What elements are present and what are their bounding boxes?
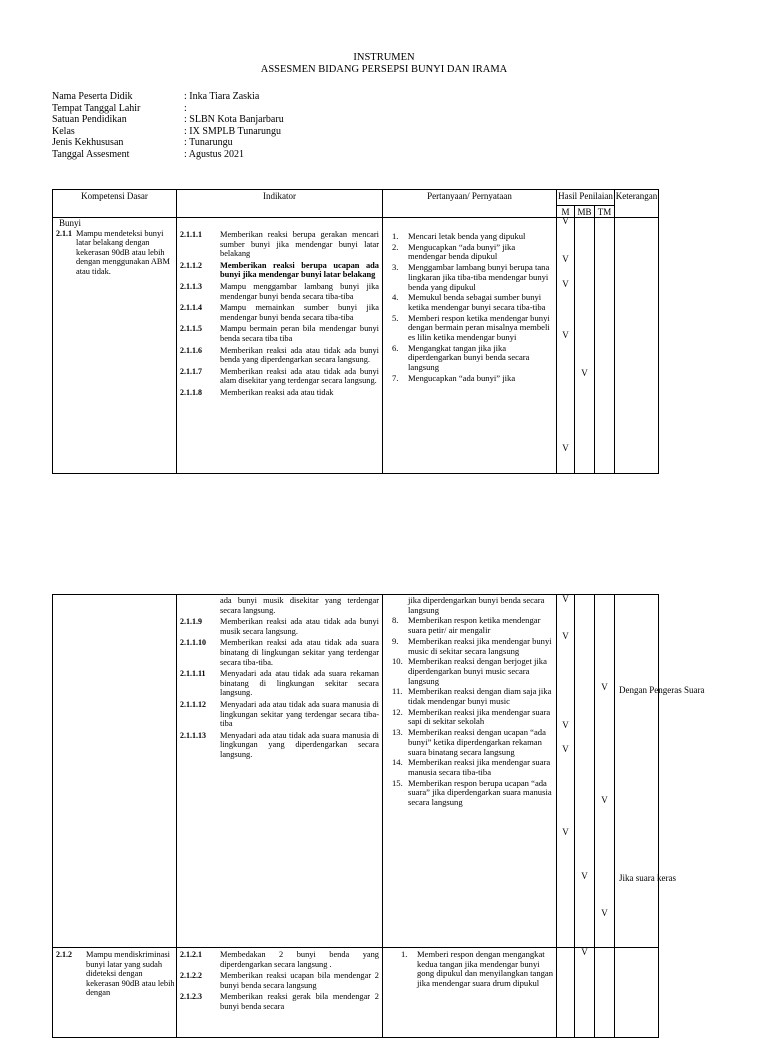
indicator-text: Menyadari ada atau tidak ada suara manusia di lingkungan yang diperdengarkan secara langsung. (220, 730, 379, 759)
kd-cell (53, 218, 177, 474)
question-text: Memberikan reaksi dengan berjoget jika diperdengarkan bunyi music secara langsung (408, 656, 547, 686)
question-item (392, 293, 554, 312)
question-text: Memberikan reaksi jika mendengar suara manusia secara tiba-tiba (408, 757, 551, 777)
tm-cell (595, 595, 615, 948)
question-text: Memberikan respon berupa ucapan “ada suara” jika diperdengarkan suara manusia secara langsung (408, 777, 552, 808)
mb-cell (575, 948, 595, 1038)
indicator-number: 2.1.1.8 (180, 387, 202, 397)
indicator-number: 2.1.1.13 (180, 730, 206, 740)
check-mark: V (562, 594, 569, 604)
check-mark: V (581, 947, 588, 957)
indicator-number: 2.1.1.4 (180, 303, 202, 313)
question-item (392, 708, 554, 727)
indicator-text: Menyadari ada atau tidak ada suara manusia di lingkungan sekitar yang terdengar secara tiba-tiba (220, 699, 379, 729)
check-mark: V (562, 720, 569, 730)
question-number: 1. (392, 231, 399, 241)
kd-text: Mampu mendeteksi bunyi latar belakang dengan kekerasan 90dB atau lebih dengan menggunakan ABM atau tidak. (76, 228, 170, 276)
check-mark: V (581, 368, 588, 378)
indicator-text: Mampu menggambar lambang bunyi jika mendengar bunyi benda secara tiba-tiba (220, 281, 379, 301)
indicator-text: Memberikan reaksi ada atau tidak ada bunyi musik secara langsung. (220, 617, 379, 636)
info-value: : Agustus 2021 (184, 148, 245, 160)
question-item (392, 616, 554, 635)
check-mark: V (562, 330, 569, 340)
check-mark: V (601, 908, 608, 918)
check-mark: V (562, 443, 569, 453)
col-header-pertanyaan: Pertanyaan/ Pernyataan (383, 190, 557, 218)
question-item (392, 758, 554, 777)
info-row (52, 103, 284, 115)
kd-cell (53, 948, 177, 1038)
indicator-item (180, 950, 379, 969)
indicator-number: 2.1.2.1 (180, 950, 202, 959)
indicator-text: Memberikan reaksi ada atau tidak ada suara binatang di lingkungan sekitar yang terdengar secara tiba-tiba. (220, 638, 379, 667)
check-mark: V (562, 744, 569, 754)
question-item (392, 728, 554, 757)
info-row (52, 91, 284, 103)
keterangan-cell (615, 595, 705, 948)
indicator-item (180, 230, 379, 259)
info-row (52, 126, 284, 138)
check-mark: V (581, 871, 588, 881)
m-cell (557, 948, 575, 1038)
question-item (401, 950, 554, 989)
question-number: 4. (392, 292, 399, 303)
question-item (392, 657, 554, 686)
pertanyaan-cell (383, 218, 557, 474)
indicator-item (180, 303, 379, 322)
question-number: 12. (392, 706, 403, 717)
check-mark: V (562, 216, 569, 226)
indicator-item (180, 388, 379, 398)
kd-number: 2.1.1 (56, 228, 72, 238)
indicator-text: Memberikan reaksi ucapan bila mendengar 2 bunyi benda secara langsung (220, 971, 379, 990)
indicator-number: 2.1.2.3 (180, 992, 202, 1002)
info-value: : Tunarungu (184, 137, 233, 148)
indicator-item (180, 282, 379, 301)
pertanyaan-cell (383, 948, 557, 1038)
indicator-text: Mampu memainkan sumber bunyi jika mendengar bunyi benda secara tiba-tiba (220, 303, 379, 322)
question-number: 1. (401, 949, 408, 959)
info-value: : (184, 102, 187, 114)
col-header-m: M (557, 206, 575, 218)
student-info (52, 91, 284, 160)
indicator-item (180, 346, 379, 365)
indicator-number: 2.1.1.9 (180, 617, 202, 627)
indicator-number: 2.1.2.2 (180, 971, 202, 981)
check-mark: V (601, 795, 608, 805)
mb-cell (575, 595, 595, 948)
info-row (52, 149, 284, 161)
question-text: Memberikan reaksi dengan ucapan “ada bunyi” ketika diperdengarkan rekaman suara binatang secara langsung (408, 727, 546, 757)
check-mark: V (601, 682, 608, 692)
question-item (392, 374, 554, 384)
info-value: : SLBN Kota Banjarbaru (184, 114, 284, 125)
indikator-cell (177, 948, 383, 1038)
info-row (52, 114, 284, 126)
indicator-text: Memberikan reaksi gerak bila mendengar 2 bunyi benda secara (220, 992, 379, 1011)
kd-number: 2.1.2 (56, 950, 72, 959)
question-number: 10. (392, 656, 403, 667)
info-label: Tanggal Assesment (52, 148, 130, 160)
indikator-cell (177, 218, 383, 474)
kd-item (53, 229, 176, 277)
check-mark: V (562, 631, 569, 641)
info-label: Kelas (52, 125, 75, 137)
kd-text: Mampu mendiskriminasi bunyi latar yang sudah dideteksi dengan kekerasan 90dB atau lebih dengan (86, 950, 175, 998)
indicator-text: Memberikan reaksi ada atau tidak ada bunyi alam disekitar yang terdengar secara langsung. (220, 366, 379, 386)
indicator-text: Mampu bermain peran bila mendengar bunyi benda secara tiba tiba (220, 324, 379, 343)
question-number: 2. (392, 241, 399, 252)
col-header-kd: Kompetensi Dasar (53, 190, 177, 218)
indicator-number: 2.1.1.1 (180, 230, 202, 239)
question-text: Mencari letak benda yang dipukul (408, 231, 526, 241)
question-item (392, 344, 554, 373)
col-header-mb: MB (575, 206, 595, 218)
tm-cell (595, 948, 615, 1038)
indicator-text: Memberikan reaksi ada atau tidak ada bunyi benda yang diperdengarkan secara langsung. (220, 345, 379, 365)
question-number: 3. (392, 262, 399, 273)
indikator-cell (177, 595, 383, 948)
doc-title-line1: INSTRUMEN (353, 52, 415, 63)
indicator-item (180, 617, 379, 636)
col-header-indikator: Indikator (177, 190, 383, 218)
indicator-text: ada bunyi musik disekitar yang terdengar secara langsung. (220, 596, 379, 615)
question-number: 13. (392, 727, 403, 738)
col-header-tm: TM (595, 206, 615, 218)
question-number: 9. (392, 635, 399, 646)
indicator-number: 2.1.1.12 (180, 699, 206, 709)
note-text: Dengan Pengeras Suara (619, 685, 705, 695)
indicator-item (180, 324, 379, 343)
question-text: Mengucapkan “ada bunyi” jika (408, 372, 516, 383)
info-label: Nama Peserta Didik (52, 91, 133, 102)
keterangan-cell (615, 948, 659, 1038)
indicator-text: Memberikan reaksi ada atau tidak (220, 387, 334, 397)
pertanyaan-cell (383, 595, 557, 948)
question-text: Memberi respon dengan mengangkat kedua tangan jika mendengar bunyi gong dipukul dan menyilangkan tangan jika mendengar suara drum dipukul (417, 949, 554, 989)
check-mark: V (562, 254, 569, 264)
assessment-table-1 (52, 189, 659, 474)
question-text: jika diperdengarkan bunyi benda secara langsung (408, 595, 545, 615)
info-row (52, 137, 284, 149)
question-item (392, 637, 554, 656)
indicator-number: 2.1.1.7 (180, 366, 202, 376)
question-number: 15. (392, 777, 403, 788)
question-number: 6. (392, 342, 399, 353)
question-number: 8. (392, 615, 399, 626)
indicator-item (180, 971, 379, 990)
question-text: Memberikan reaksi dengan diam saja jika tidak mendengar bunyi music (408, 686, 552, 707)
question-item (392, 243, 554, 262)
question-number: 11. (392, 686, 403, 697)
kd-item (53, 950, 176, 998)
question-number: 5. (392, 312, 399, 323)
indicator-number: 2.1.1.10 (180, 638, 206, 648)
question-text: Mengangkat tangan jika jika diperdengarkan bunyi benda secara langsung (408, 342, 530, 373)
indicator-text: Memberikan reaksi berupa gerakan mencari sumber bunyi jika mendengar bunyi latar belakang (220, 230, 379, 259)
indicator-number: 2.1.1.5 (180, 324, 202, 334)
section-label: Bunyi (59, 218, 82, 228)
question-text: Menggambar lambang bunyi berupa tana lingkaran jika tiba-tiba mendengar bunyi benda yang dipukul (408, 262, 550, 292)
indicator-text: Menyadari ada atau tidak ada suara rekaman binatang di lingkungan sekitar secara langsung. (220, 669, 379, 698)
question-number: 14. (392, 757, 403, 768)
m-cell (557, 218, 575, 474)
assessment-table-2 (52, 594, 705, 1038)
indicator-number: 2.1.1.6 (180, 345, 202, 355)
indicator-item (180, 638, 379, 667)
question-item (392, 687, 554, 706)
indicator-text: Membedakan 2 bunyi benda yang diperdengarkan secara langsung . (220, 950, 379, 969)
indicator-item (180, 992, 379, 1011)
indicator-item (180, 700, 379, 729)
indicator-item (180, 367, 379, 386)
question-item (392, 314, 554, 343)
indicator-number: 2.1.1.3 (180, 281, 202, 291)
info-value: : IX SMPLB Tunarungu (184, 125, 281, 137)
info-value: : Inka Tiara Zaskia (184, 91, 260, 102)
indicator-item (180, 596, 379, 615)
question-text: Memberikan reaksi jika mendengar bunyi music di sekitar secara langsung (408, 635, 552, 656)
question-item (392, 779, 554, 808)
indicator-number: 2.1.1.2 (180, 260, 202, 270)
question-item (392, 263, 554, 292)
question-text: Memberikan reaksi jika mendengar suara sapi di sekitar sekolah (408, 706, 551, 727)
indicator-item (180, 731, 379, 760)
col-header-hasil: Hasil Penilaian (557, 190, 615, 206)
question-text: Memberi respon ketika mendengar bunyi dengan bermain peran misalnya membeli es lilin ketika mendengar bunyi (408, 312, 550, 343)
doc-title-line2: ASSESMEN BIDANG PERSEPSI BUNYI DAN IRAMA (260, 64, 508, 75)
info-label: Jenis Kekhususan (52, 137, 124, 148)
question-number: 7. (392, 372, 399, 383)
keterangan-cell (615, 218, 659, 474)
col-header-keterangan: Keterangan (615, 190, 659, 218)
indicator-item (180, 669, 379, 698)
indicator-item (180, 261, 379, 280)
question-text: Memukul benda sebagai sumber bunyi ketika mendengar bunyi secara tiba-tiba (408, 292, 546, 312)
question-item (392, 232, 554, 242)
indicator-number: 2.1.1.11 (180, 669, 206, 679)
check-mark: V (562, 279, 569, 289)
question-text: Mengucapkan “ada bunyi” jika mendengar benda dipukul (408, 241, 516, 262)
note-text: Jika suara keras (619, 873, 676, 883)
m-cell (557, 595, 575, 948)
info-label: Tempat Tanggal Lahir (52, 102, 141, 114)
tm-cell (595, 218, 615, 474)
indicator-text: Memberikan reaksi berupa ucapan ada bunyi jika mendengar bunyi latar belakang (220, 260, 379, 280)
question-text: Memberikan respon ketika mendengar suara petir/ air mengalir (408, 615, 541, 636)
mb-cell (575, 218, 595, 474)
info-label: Satuan Pendidikan (52, 114, 127, 125)
kd-cell (53, 595, 177, 948)
check-mark: V (562, 827, 569, 837)
question-item (392, 596, 554, 615)
